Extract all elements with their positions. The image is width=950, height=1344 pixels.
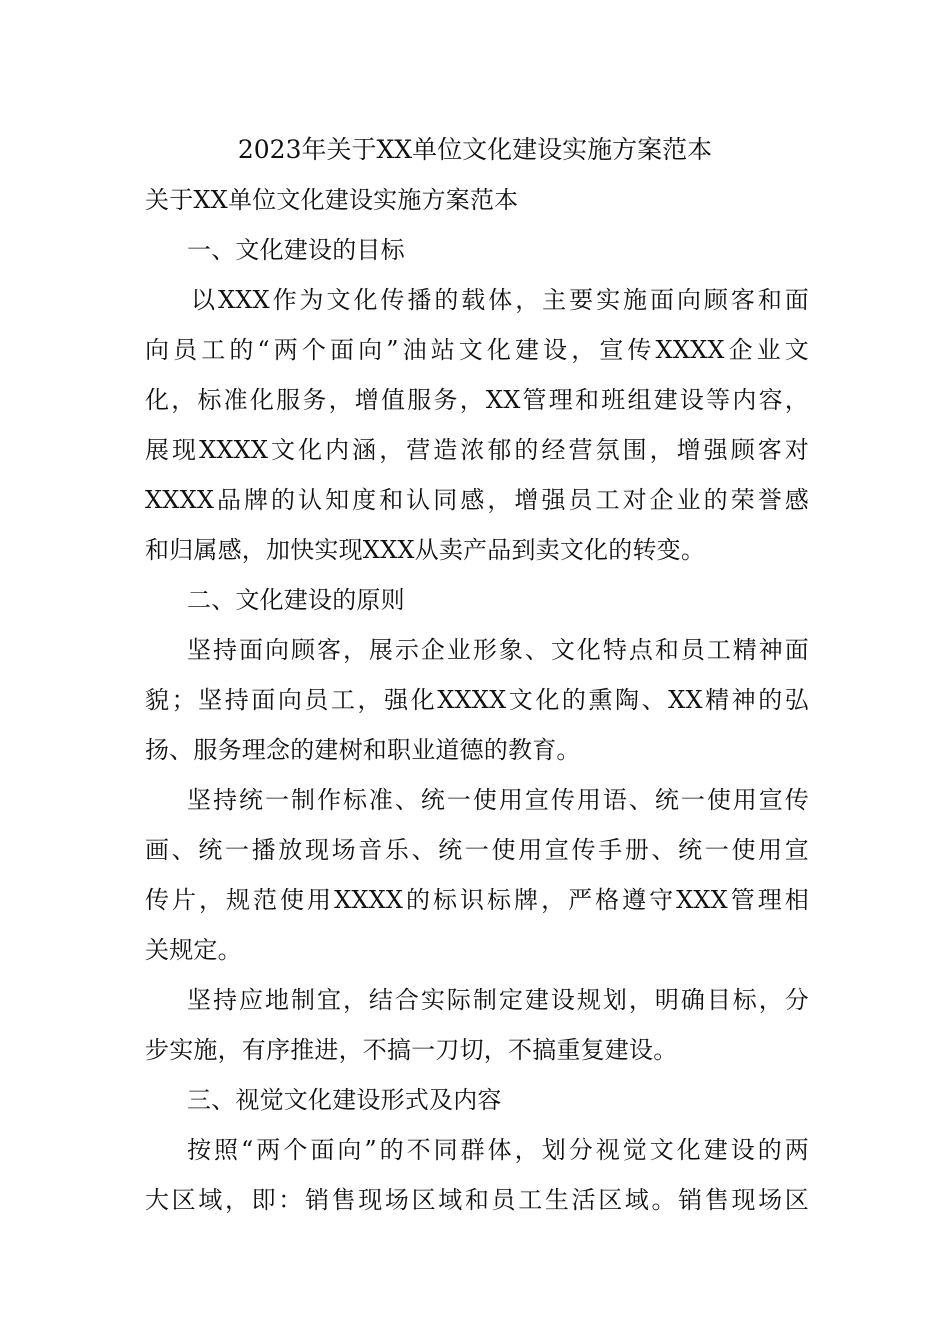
paragraph-line: 貌；坚持面向员工，强化XXXX文化的熏陶、XX精神的弘 <box>145 686 809 714</box>
paragraph-line: 展现XXXX文化内涵，营造浓郁的经营氛围，增强顾客对 <box>145 436 809 464</box>
paragraph-line: 画、统一播放现场音乐、统一使用宣传手册、统一使用宣 <box>145 836 809 864</box>
paragraph-line: 按照“两个面向”的不同群体，划分视觉文化建设的两 <box>187 1136 809 1164</box>
paragraph-line: 大区域，即：销售现场区域和员工生活区域。销售现场区 <box>145 1186 809 1214</box>
document-title: 2023年关于XX单位文化建设实施方案范本 <box>237 135 713 164</box>
paragraph-line: 以XXX作为文化传播的载体，主要实施面向顾客和面 <box>191 286 809 314</box>
paragraph-line: 扬、服务理念的建树和职业道德的教育。 <box>145 736 581 764</box>
paragraph-line: 向员工的“两个面向”油站文化建设，宣传XXXX企业文 <box>145 336 809 364</box>
paragraph-line: 坚持面向顾客，展示企业形象、文化特点和员工精神面 <box>187 636 809 664</box>
paragraph-line: 和归属感，加快实现XXX从卖产品到卖文化的转变。 <box>145 536 706 564</box>
paragraph-line: 步实施，有序推进，不搞一刀切，不搞重复建设。 <box>145 1036 678 1064</box>
document-subtitle: 关于XX单位文化建设实施方案范本 <box>145 186 519 214</box>
section-heading-1: 一、文化建设的目标 <box>187 236 405 264</box>
paragraph-line: 坚持应地制宜，结合实际制定建设规划，明确目标，分 <box>187 986 809 1014</box>
paragraph-line: XXXX品牌的认知度和认同感，增强员工对企业的荣誉感 <box>145 486 809 514</box>
paragraph-line: 化，标准化服务，增值服务，XX管理和班组建设等内容， <box>145 386 809 414</box>
paragraph-line: 传片，规范使用XXXX的标识标牌，严格遵守XXX管理相 <box>145 886 809 914</box>
paragraph-line: 关规定。 <box>145 936 242 964</box>
section-heading-3: 三、视觉文化建设形式及内容 <box>187 1086 502 1114</box>
section-heading-2: 二、文化建设的原则 <box>187 586 405 614</box>
paragraph-line: 坚持统一制作标准、统一使用宣传用语、统一使用宣传 <box>187 786 809 814</box>
